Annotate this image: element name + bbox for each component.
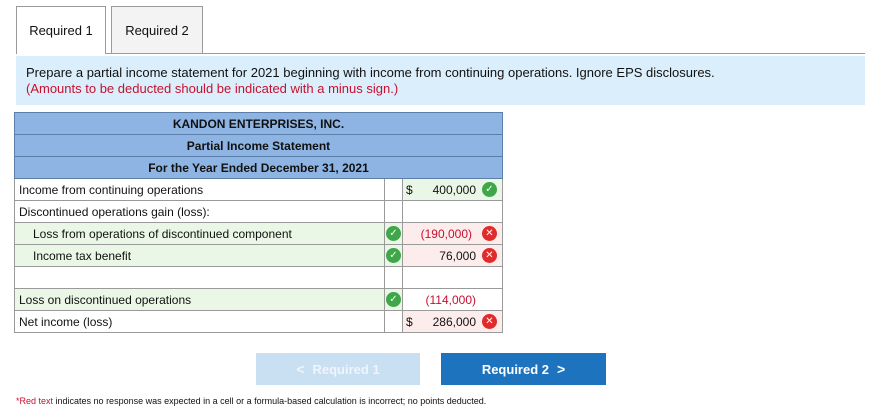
footer-note: *Red text indicates no response was expected in a cell or a formula-based calculation is incorrect; no points deducted.	[16, 396, 487, 406]
amount-value: 400,000	[432, 183, 476, 197]
instructions-text: Prepare a partial income statement for 2021 beginning with income from continuing operations. Ignore EPS disclosures.	[26, 65, 715, 80]
statement-period: For the Year Ended December 31, 2021	[15, 157, 503, 179]
amount-income-continuing[interactable]	[403, 179, 503, 201]
amount-value: (190,000)	[420, 227, 472, 241]
instructions-note: (Amounts to be deducted should be indicated with a minus sign.)	[26, 81, 399, 96]
statement-title: Partial Income Statement	[15, 135, 503, 157]
table-row	[15, 223, 503, 245]
tab-divider	[16, 53, 865, 54]
prev-required-button[interactable]	[256, 353, 420, 385]
row-label-tax-benefit[interactable]: Income tax benefit	[15, 245, 385, 267]
table-row	[15, 245, 503, 267]
row-label-net-income[interactable]: Net income (loss)	[15, 311, 385, 333]
table-row	[15, 267, 503, 289]
check-circle-icon: ✓	[386, 226, 401, 241]
x-circle-icon: ✕	[482, 248, 497, 263]
row-label-loss-disc[interactable]: Loss on discontinued operations	[15, 289, 385, 311]
dollar-sign: $	[406, 183, 413, 197]
company-name: KANDON ENTERPRISES, INC.	[15, 113, 503, 135]
tab-bar	[16, 6, 865, 54]
x-circle-icon: ✕	[482, 314, 497, 329]
amount-loss-disc[interactable]	[403, 289, 503, 311]
table-row	[15, 201, 503, 223]
check-circle-icon: ✓	[482, 182, 497, 197]
row-label-empty[interactable]	[15, 267, 385, 289]
amount-value: (114,000)	[425, 293, 476, 307]
next-button-label: Required 2	[481, 361, 549, 377]
amount-disc-gain[interactable]	[403, 201, 503, 223]
chevron-left-icon: <	[296, 361, 305, 377]
amount-value: 76,000	[439, 249, 476, 263]
table-row	[15, 311, 503, 333]
row-label-income-continuing: Income from continuing operations	[15, 179, 385, 201]
check-circle-icon: ✓	[386, 248, 401, 263]
amount-loss-operations[interactable]	[403, 223, 503, 245]
tab-required-2[interactable]: Required 2	[111, 6, 203, 53]
chevron-right-icon: >	[557, 361, 566, 377]
amount-empty[interactable]	[403, 267, 503, 289]
tab-required-1[interactable]: Required 1	[16, 6, 106, 54]
amount-value: 286,000	[432, 315, 476, 329]
amount-tax-benefit[interactable]	[403, 245, 503, 267]
table-row	[15, 179, 503, 201]
x-circle-icon: ✕	[482, 226, 497, 241]
prev-button-label: Required 1	[312, 361, 380, 377]
table-row	[15, 289, 503, 311]
dollar-sign: $	[406, 315, 413, 329]
footer-text: indicates no response was expected in a cell or a formula-based calculation is incorrect; no points deducted.	[53, 396, 487, 406]
next-required-button[interactable]	[441, 353, 606, 385]
instructions-panel	[16, 56, 865, 105]
income-statement-table	[14, 112, 503, 333]
row-label-loss-operations[interactable]: Loss from operations of discontinued component	[15, 223, 385, 245]
row-label-disc-gain: Discontinued operations gain (loss):	[15, 201, 385, 223]
check-circle-icon: ✓	[386, 292, 401, 307]
amount-net-income[interactable]	[403, 311, 503, 333]
